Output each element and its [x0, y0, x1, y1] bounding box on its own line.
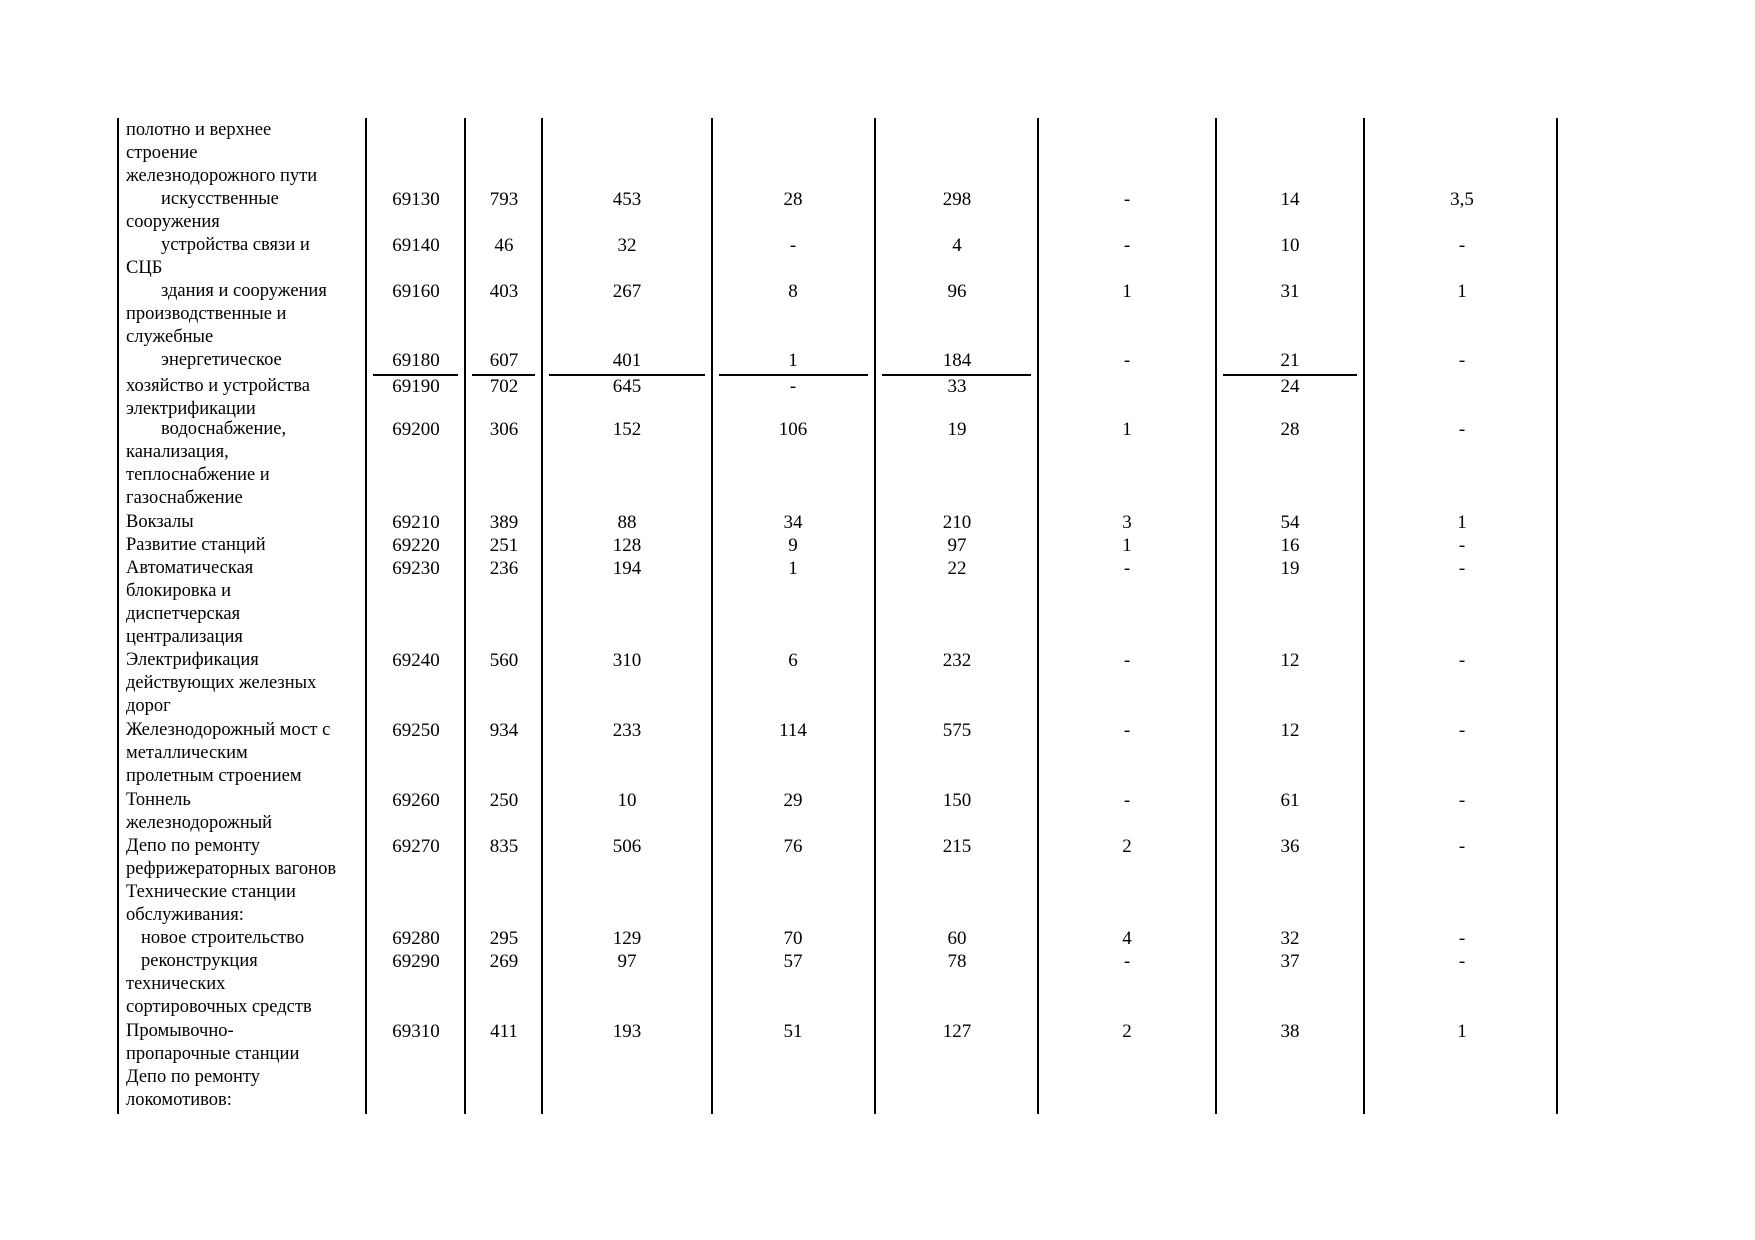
row-label-line: здания и сооружения [161, 281, 327, 301]
table-cell: 10 [617, 790, 637, 811]
row-label-line: локомотивов: [126, 1090, 232, 1110]
row-label-line: Железнодорожный мост с [126, 720, 331, 740]
row-label-line: канализация, [126, 442, 229, 462]
row-label [126, 719, 366, 788]
row-label-line: дорог [126, 696, 171, 716]
row-label-line: рефрижераторных вагонов [126, 859, 337, 879]
table-cell: - [1458, 790, 1466, 811]
table-cell: 60 [947, 928, 967, 949]
table-cell: 69210 [392, 512, 440, 533]
table-cell: 57 [783, 951, 803, 972]
row-label [126, 557, 366, 649]
table-cell: 69270 [392, 836, 440, 857]
table-cell: 69220 [392, 535, 440, 556]
table-cell: 70 [783, 928, 803, 949]
row-label-line: теплоснабжение и [126, 465, 270, 485]
row-label-line: полотно и верхнее [126, 120, 272, 140]
row-label-line: железнодорожного пути [126, 166, 318, 186]
table-cell: - [789, 235, 797, 256]
table-cell: 16 [1280, 535, 1300, 556]
table-cell: 575 [942, 720, 972, 741]
table-cell: 51 [783, 1021, 803, 1042]
table-cell: 78 [947, 951, 967, 972]
table-cell: 236 [489, 558, 519, 579]
row-label [126, 534, 366, 557]
row-label-line: пролетным строением [126, 766, 302, 786]
table-cell: 607 [489, 350, 519, 371]
table-cell: 2 [1122, 1021, 1132, 1042]
table-cell: 69260 [392, 790, 440, 811]
table-cell: 24 [1280, 376, 1300, 397]
table-cell: 298 [942, 189, 972, 210]
table-cell: 96 [947, 281, 967, 302]
row-label-line: сооружения [126, 212, 220, 232]
row-label [126, 188, 366, 234]
table-cell: 32 [617, 235, 637, 256]
table-cell: 3,5 [1450, 189, 1474, 210]
column-border [117, 118, 119, 1114]
table-cell: 12 [1280, 720, 1300, 741]
table-cell: 194 [612, 558, 642, 579]
table-cell: - [789, 376, 797, 397]
table-cell: 251 [489, 535, 519, 556]
table-cell: 33 [947, 376, 967, 397]
table-cell: 127 [942, 1021, 972, 1042]
table-cell: - [1458, 350, 1466, 371]
table-cell: 34 [783, 512, 803, 533]
row-label [126, 927, 366, 950]
table-cell: 29 [783, 790, 803, 811]
table-cell: - [1458, 535, 1466, 556]
table-cell: 69160 [392, 281, 440, 302]
row-label [126, 789, 366, 835]
table-cell: 702 [489, 376, 519, 397]
table-cell: - [1458, 235, 1466, 256]
row-label-line: хозяйство и устройства [126, 376, 310, 396]
table-cell: 69280 [392, 928, 440, 949]
table-cell: - [1123, 720, 1131, 741]
column-border [464, 118, 466, 1114]
table-cell: 97 [947, 535, 967, 556]
row-label-line: СЦБ [126, 258, 163, 278]
table-cell: 150 [942, 790, 972, 811]
row-label-line: железнодорожный [126, 813, 273, 833]
table-cell: - [1458, 951, 1466, 972]
table-cell: 1 [1122, 535, 1132, 556]
table-cell: 31 [1280, 281, 1300, 302]
row-label-line: Депо по ремонту [126, 1067, 261, 1087]
column-border [1363, 118, 1365, 1114]
table-cell: 232 [942, 650, 972, 671]
row-label [126, 950, 366, 1019]
table-cell: - [1458, 720, 1466, 741]
column-border [1037, 118, 1039, 1114]
table-cell: - [1458, 419, 1466, 440]
table-cell: 835 [489, 836, 519, 857]
row-label-line: Автоматическая [126, 558, 254, 578]
table-cell: 19 [1280, 558, 1300, 579]
row-label [126, 511, 366, 534]
table-cell: 14 [1280, 189, 1300, 210]
table-cell: 1 [1122, 419, 1132, 440]
row-label [126, 1020, 366, 1066]
row-label-line: блокировка и [126, 581, 232, 601]
table-cell: 22 [947, 558, 967, 579]
table-cell: 401 [612, 350, 642, 371]
table-cell: 2 [1122, 836, 1132, 857]
table-cell: 21 [1280, 350, 1300, 371]
row-label [126, 881, 366, 927]
table-cell: 28 [1280, 419, 1300, 440]
table-cell: 1 [788, 350, 798, 371]
table-cell: 69240 [392, 650, 440, 671]
table-cell: - [1458, 836, 1466, 857]
row-label [126, 119, 366, 188]
table-cell: 6 [788, 650, 798, 671]
table-cell: 69140 [392, 235, 440, 256]
table-cell: 76 [783, 836, 803, 857]
table-cell: 233 [612, 720, 642, 741]
table-cell: - [1458, 558, 1466, 579]
table-cell: 306 [489, 419, 519, 440]
row-label [126, 1066, 366, 1112]
table-cell: 12 [1280, 650, 1300, 671]
table-cell: 560 [489, 650, 519, 671]
table-cell: - [1123, 350, 1131, 371]
row-label [126, 349, 366, 372]
table-cell: 69290 [392, 951, 440, 972]
table-cell: 69310 [392, 1021, 440, 1042]
table-cell: 129 [612, 928, 642, 949]
table-cell: 69180 [392, 350, 440, 371]
row-label-line: новое строительство [141, 928, 305, 948]
table-cell: 645 [612, 376, 642, 397]
table-cell: 69250 [392, 720, 440, 741]
table-cell: 128 [612, 535, 642, 556]
row-label-line: централизация [126, 627, 243, 647]
row-label-line: реконструкция [141, 951, 258, 971]
table-cell: 215 [942, 836, 972, 857]
table-cell: 19 [947, 419, 967, 440]
table-cell: 267 [612, 281, 642, 302]
table-cell: 453 [612, 189, 642, 210]
table-cell: 8 [788, 281, 798, 302]
row-label-line: устройства связи и [161, 235, 310, 255]
row-label-line: обслуживания: [126, 905, 244, 925]
row-label-line: Депо по ремонту [126, 836, 261, 856]
column-border [1215, 118, 1217, 1114]
row-label-line: Электрификация [126, 650, 259, 670]
table-cell: - [1458, 928, 1466, 949]
table-cell: 4 [952, 235, 962, 256]
row-label-line: газоснабжение [126, 488, 243, 508]
table-cell: 69200 [392, 419, 440, 440]
table-cell: - [1123, 189, 1131, 210]
table-cell: 295 [489, 928, 519, 949]
table-cell: 1 [1457, 1021, 1467, 1042]
table-cell: 114 [779, 720, 807, 741]
row-label-line: производственные и [126, 304, 287, 324]
table-cell: 934 [489, 720, 519, 741]
table-cell: 389 [489, 512, 519, 533]
column-border [874, 118, 876, 1114]
row-label-line: металлическим [126, 743, 248, 763]
table-cell: 54 [1280, 512, 1300, 533]
table-cell: 1 [1457, 512, 1467, 533]
row-label-line: Промывочно- [126, 1021, 234, 1041]
row-label [126, 418, 366, 510]
row-label-line: Технические станции [126, 882, 296, 902]
row-label-line: энергетическое [161, 350, 282, 370]
row-label-line: технических [126, 974, 226, 994]
row-label [126, 375, 366, 421]
table-cell: 9 [788, 535, 798, 556]
row-label-line: строение [126, 143, 198, 163]
row-label [126, 234, 366, 280]
table-cell: 269 [489, 951, 519, 972]
table-cell: 69130 [392, 189, 440, 210]
table-cell: - [1123, 951, 1131, 972]
table-cell: 69230 [392, 558, 440, 579]
row-label [126, 649, 366, 718]
row-label [126, 280, 366, 349]
table-cell: 1 [1122, 281, 1132, 302]
table-cell: 793 [489, 189, 519, 210]
table-cell: 403 [489, 281, 519, 302]
table-cell: - [1458, 650, 1466, 671]
table-cell: 506 [612, 836, 642, 857]
table-cell: 106 [778, 419, 808, 440]
column-border [711, 118, 713, 1114]
table-cell: - [1123, 235, 1131, 256]
row-label-line: сортировочных средств [126, 997, 312, 1017]
table-cell: 88 [617, 512, 637, 533]
row-label-line: служебные [126, 327, 214, 347]
table-cell: 32 [1280, 928, 1300, 949]
table-cell: 10 [1280, 235, 1300, 256]
table-cell: - [1123, 650, 1131, 671]
row-label-line: искусственные [161, 189, 279, 209]
table-cell: 152 [612, 419, 642, 440]
table-cell: 210 [942, 512, 972, 533]
table-cell: 4 [1122, 928, 1132, 949]
table-cell: 1 [788, 558, 798, 579]
table-cell: 28 [783, 189, 803, 210]
table-cell: 3 [1122, 512, 1132, 533]
row-label [126, 835, 366, 881]
table-cell: 46 [494, 235, 514, 256]
table-cell: 69190 [392, 376, 440, 397]
table-cell: 37 [1280, 951, 1300, 972]
row-label-line: Тоннель [126, 790, 191, 810]
row-label-line: электрификации [126, 399, 256, 419]
table-cell: 310 [612, 650, 642, 671]
column-border [541, 118, 543, 1114]
row-label-line: водоснабжение, [161, 419, 287, 439]
table-cell: 38 [1280, 1021, 1300, 1042]
table-cell: 61 [1280, 790, 1300, 811]
table-cell: 184 [942, 350, 972, 371]
row-label-line: пропарочные станции [126, 1044, 300, 1064]
table-cell: 250 [489, 790, 519, 811]
table-cell: - [1123, 558, 1131, 579]
row-label-line: действующих железных [126, 673, 317, 693]
table-cell: - [1123, 790, 1131, 811]
table-cell: 411 [490, 1021, 518, 1042]
row-label-line: Развитие станций [126, 535, 266, 555]
column-border [1556, 118, 1558, 1114]
table-cell: 193 [612, 1021, 642, 1042]
table-cell: 1 [1457, 281, 1467, 302]
table-cell: 97 [617, 951, 637, 972]
row-label-line: Вокзалы [126, 512, 194, 532]
row-label-line: диспетчерская [126, 604, 241, 624]
table-cell: 36 [1280, 836, 1300, 857]
